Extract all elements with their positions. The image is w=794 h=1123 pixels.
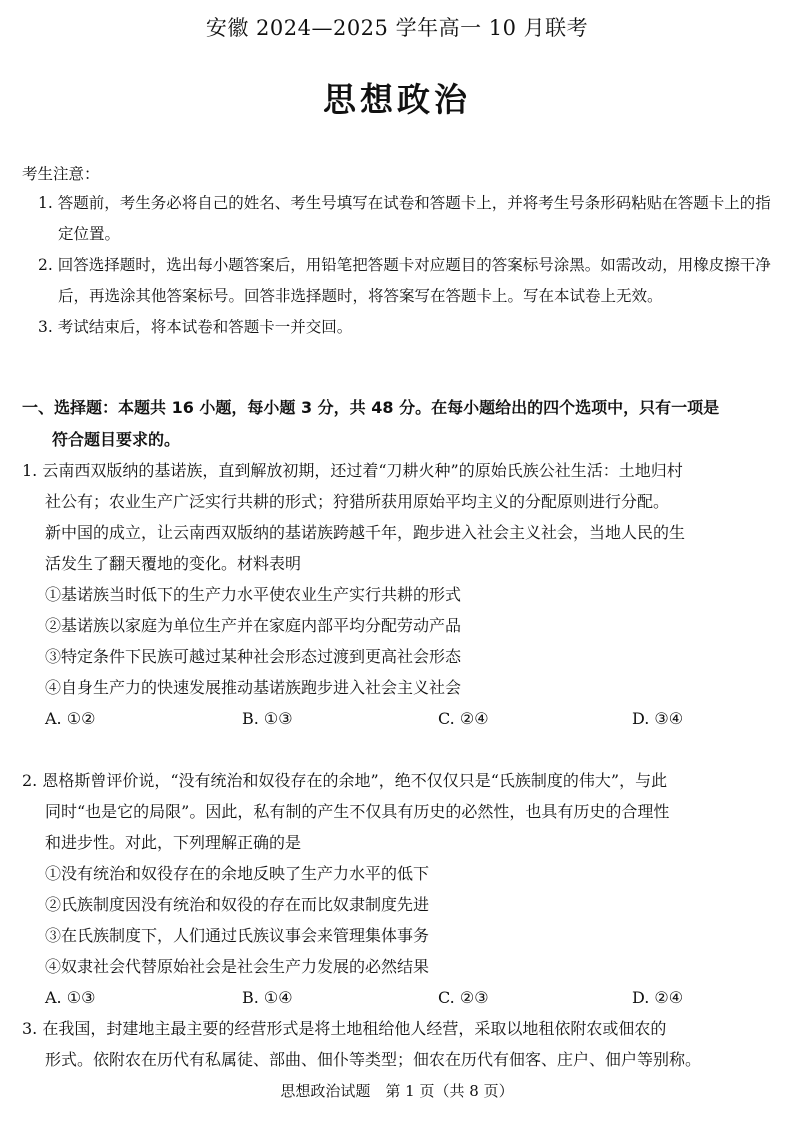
question-3 bbox=[22, 1013, 774, 1075]
subject-title: 思想政治 bbox=[323, 80, 471, 119]
question-stem-line: 同时“也是它的局限”。因此，私有制的产生不仅具有历史的必然性，也具有历史的合理性 bbox=[45, 802, 670, 821]
answer-choices bbox=[22, 982, 774, 1013]
exam-title: 安徽 2024—2025 学年高一 10 月联考 bbox=[205, 16, 589, 40]
question-1 bbox=[22, 455, 774, 734]
question-statement: ①基诺族当时低下的生产力水平使农业生产实行共耕的形式 bbox=[45, 585, 462, 604]
notice-title: 考生注意： bbox=[22, 165, 100, 183]
answer-choice-a: A. ①② bbox=[45, 709, 96, 728]
question-stem-line: 形式。依附农在历代有私属徒、部曲、佃仆等类型；佃农在历代有佃客、庄户、佃户等别称。 bbox=[45, 1050, 702, 1069]
question-statement: ④自身生产力的快速发展推动基诺族跑步进入社会主义社会 bbox=[45, 678, 462, 697]
exam-notice bbox=[22, 160, 772, 343]
notice-item: 2. 回答选择题时，选出每小题答案后，用铅笔把答题卡对应题目的答案标号涂黑。如需改动，用橡皮擦干净后，再选涂其他答案标号。回答非选择题时，将答案写在答题卡上。写在本试卷上无效。 bbox=[38, 256, 771, 305]
question-2 bbox=[22, 765, 774, 1013]
question-stem-line: 3. 在我国，封建地主最主要的经营形式是将土地租给他人经营，采取以地租依附农或佃农的 bbox=[22, 1019, 667, 1038]
question-statement: ③特定条件下民族可越过某种社会形态过渡到更高社会形态 bbox=[45, 647, 462, 666]
notice-item: 1. 答题前，考生务必将自己的姓名、考生号填写在试卷和答题卡上，并将考生号条形码粘贴在答题卡上的指定位置。 bbox=[38, 194, 771, 243]
question-statement: ③在氏族制度下，人们通过氏族议事会来管理集体事务 bbox=[45, 926, 430, 945]
question-stem-line: 2. 恩格斯曾评价说，“没有统治和奴役存在的余地”，绝不仅仅只是“氏族制度的伟大”，与此 bbox=[22, 771, 668, 790]
section-heading bbox=[22, 392, 772, 456]
answer-choices bbox=[22, 703, 774, 734]
question-statement: ②基诺族以家庭为单位生产并在家庭内部平均分配劳动产品 bbox=[45, 616, 462, 635]
answer-choice-c: C. ②③ bbox=[438, 988, 489, 1007]
question-stem-line: 新中国的成立，让云南西双版纳的基诺族跨越千年，跑步进入社会主义社会，当地人民的生 bbox=[45, 523, 686, 542]
answer-choice-d: D. ②④ bbox=[632, 988, 684, 1007]
question-stem-line: 社公有；农业生产广泛实行共耕的形式；狩猎所获用原始平均主义的分配原则进行分配。 bbox=[45, 492, 670, 511]
question-stem-line: 1. 云南西双版纳的基诺族，直到解放初期，还过着“刀耕火种”的原始氏族公社生活：土地归村 bbox=[22, 461, 683, 480]
answer-choice-c: C. ②④ bbox=[438, 709, 489, 728]
question-statement: ①没有统治和奴役存在的余地反映了生产力水平的低下 bbox=[45, 864, 430, 883]
answer-choice-b: B. ①④ bbox=[242, 988, 293, 1007]
answer-choice-b: B. ①③ bbox=[242, 709, 293, 728]
question-statement: ②氏族制度因没有统治和奴役的存在而比奴隶制度先进 bbox=[45, 895, 430, 914]
question-stem-line: 和进步性。对此，下列理解正确的是 bbox=[45, 833, 302, 852]
question-statement: ④奴隶社会代替原始社会是社会生产力发展的必然结果 bbox=[45, 957, 430, 976]
answer-choice-d: D. ③④ bbox=[632, 709, 684, 728]
answer-choice-a: A. ①③ bbox=[45, 988, 96, 1007]
question-stem-line: 活发生了翻天覆地的变化。材料表明 bbox=[45, 554, 302, 573]
section-heading-line: 符合题目要求的。 bbox=[52, 430, 181, 449]
section-heading-line: 一、选择题：本题共 16 小题，每小题 3 分，共 48 分。在每小题给出的四个选项中，只有一项是 bbox=[22, 398, 720, 417]
page-footer: 思想政治试题 第 1 页（共 8 页） bbox=[280, 1082, 514, 1100]
notice-item: 3. 考试结束后，将本试卷和答题卡一并交回。 bbox=[38, 318, 353, 336]
